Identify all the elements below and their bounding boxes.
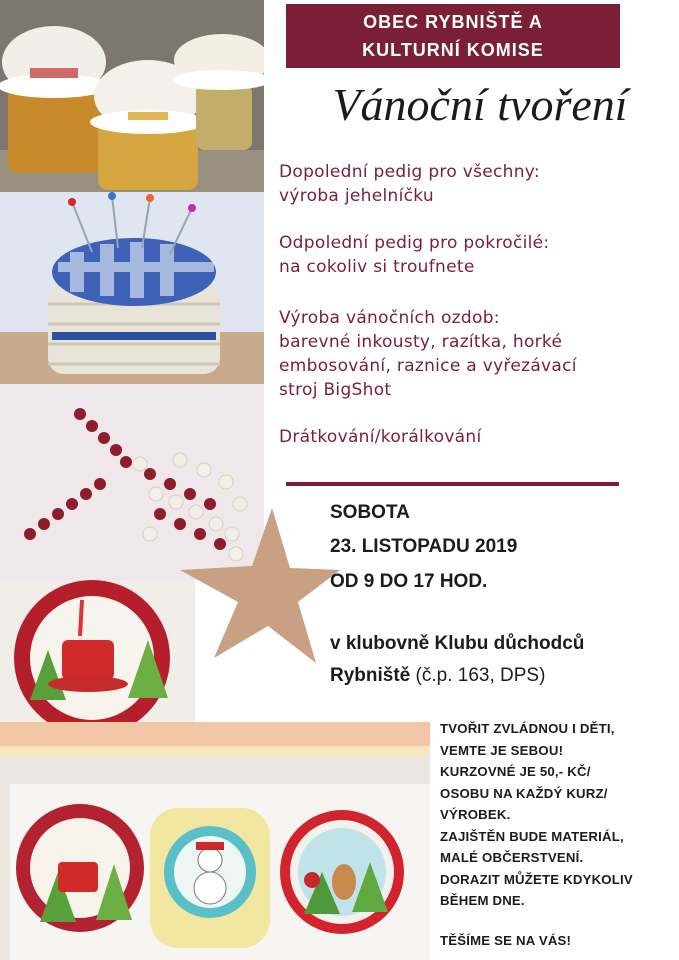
info-line: TVOŘIT ZVLÁDNOU I DĚTI, [440,721,615,736]
info-line: VEMTE JE SEBOU! [440,742,564,758]
program-detail: na cokoliv si troufnete [279,257,475,277]
info-block [440,718,679,951]
event-date: 23. LISTOPADU 2019 [330,536,518,557]
info-line: BĚHEM DNE. [440,893,525,908]
program-heading: Dopolední pedig pro všechny: [279,162,540,182]
info-line: KURZOVNÉ JE 50,- KČ/ [440,764,591,779]
program-detail: barevné inkousty, razítka, horké [279,332,563,352]
info-line: VÝROBEK. [440,807,511,822]
photo-pincushion [0,192,264,384]
program-item-wire-beads [279,425,679,449]
organizer-banner [286,4,620,68]
program-heading: Drátkování/korálkování [279,427,482,447]
info-line: DORAZIT MŮŽETE KDYKOLIV [440,871,633,887]
program-detail: výroba jehelníčku [279,186,434,206]
venue-line: v klubovně Klubu důchodců [330,633,585,654]
event-time: OD 9 DO 17 HOD. [330,571,488,592]
info-line: ZAJIŠTĚN BUDE MATERIÁL, [440,828,624,844]
venue-place: Rybniště [330,665,411,686]
star-decoration-icon [180,508,340,663]
event-title: Vánoční tvoření [332,79,628,130]
section-divider [286,482,619,486]
program-item-morning [279,160,679,208]
venue-address [330,665,545,687]
photo-ornaments [0,722,430,960]
venue-detail: (č.p. 163, DPS) [410,665,546,686]
program-item-ornaments [279,306,679,402]
program-heading: Výroba vánočních ozdob: [279,308,500,328]
event-day: SOBOTA [330,502,410,523]
program-detail: embosování, raznice a vyřezávací [279,356,577,376]
program-detail: stroj BigShot [279,380,392,400]
info-closing: TĚŠÍME SE NA VÁS! [440,932,572,948]
organizer-line-1: OBEC RYBNIŠTĚ A [363,12,543,32]
info-line: OSOBU NA KAŽDÝ KURZ/ [440,785,608,801]
organizer-line-2: KULTURNÍ KOMISE [362,40,544,60]
program-heading: Odpolední pedig pro pokročilé: [279,233,550,253]
photo-wicker-baskets [0,0,264,192]
program-item-afternoon [279,231,679,279]
photo-christmas-card [0,580,195,722]
info-line: MALÉ OBČERSTVENÍ. [440,850,584,865]
